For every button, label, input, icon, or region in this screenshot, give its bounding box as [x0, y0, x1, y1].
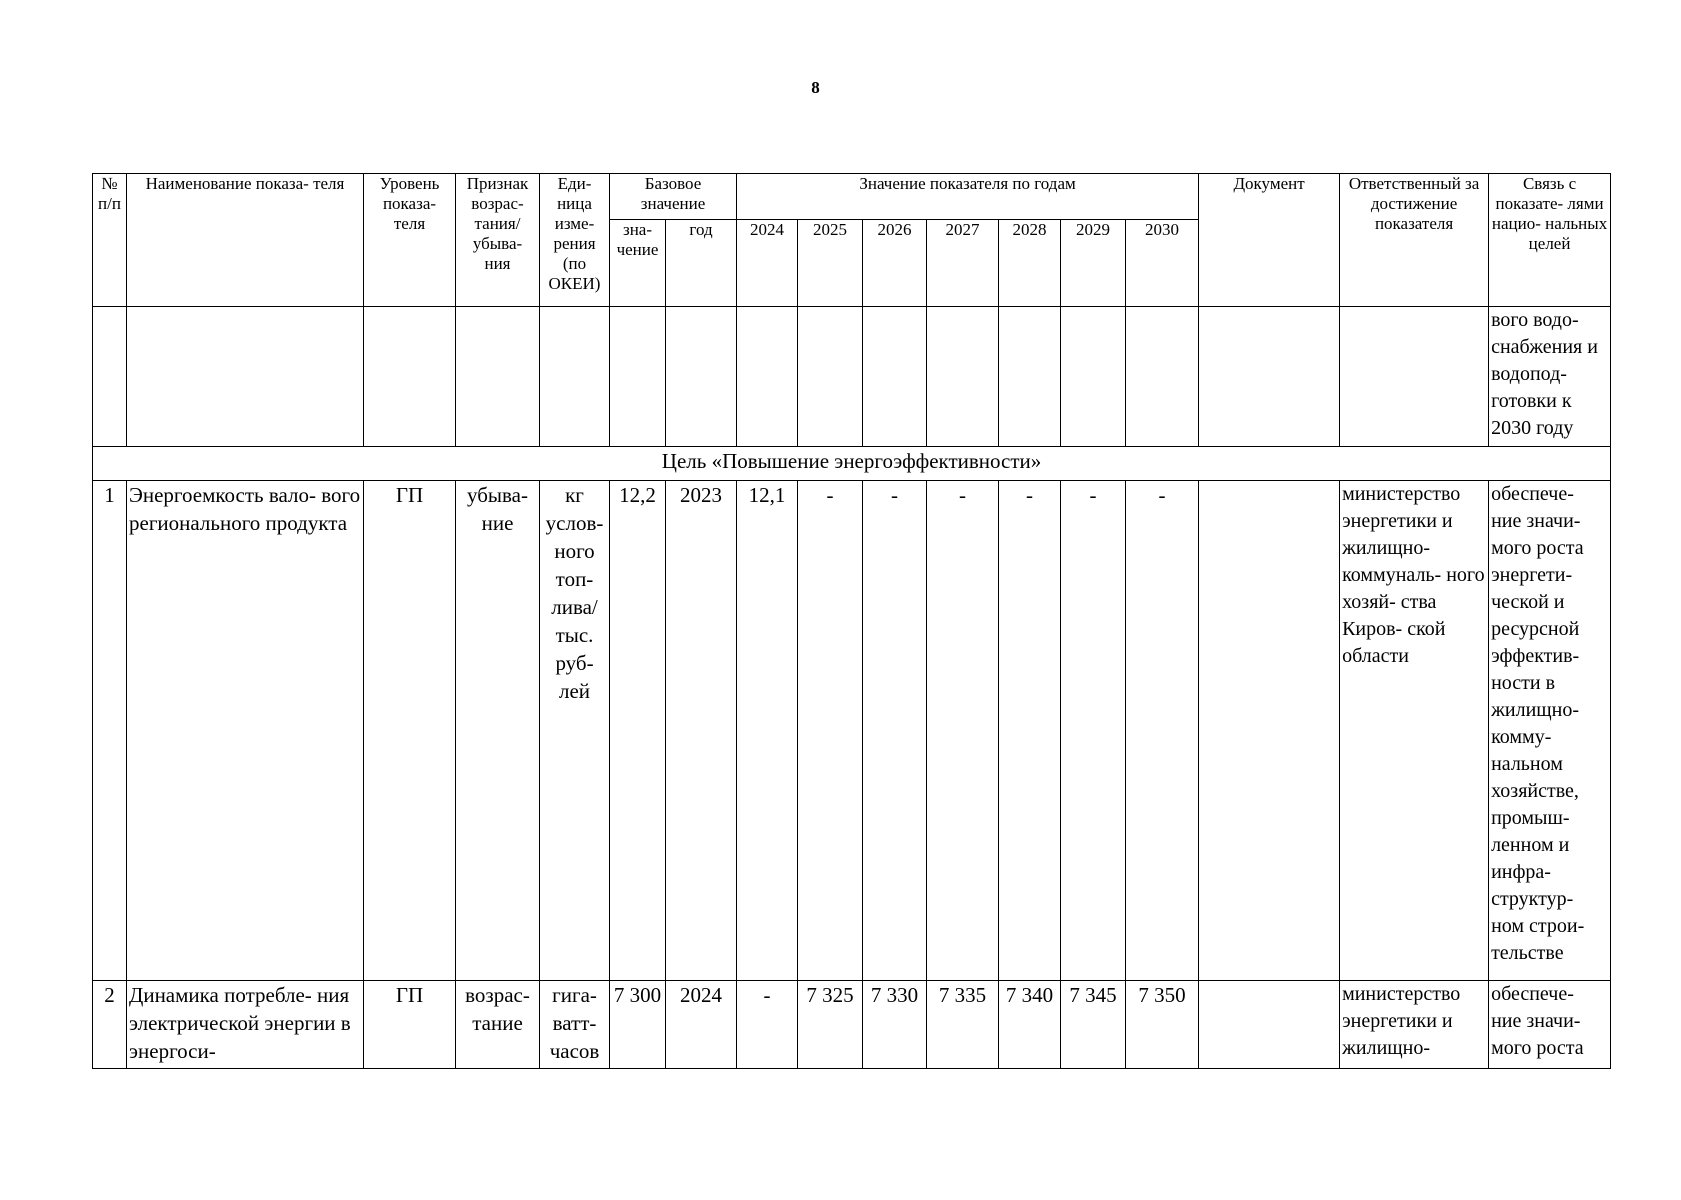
header-year-2024: 2024 [737, 220, 798, 307]
row-level: ГП [364, 981, 456, 1069]
header-years-group: Значение показателя по годам [737, 174, 1199, 220]
row-link: обеспече- ние значи- мого роста [1489, 981, 1611, 1069]
header-year-2029: 2029 [1061, 220, 1126, 307]
header-document: Документ [1199, 174, 1340, 307]
header-sign: Признак возрас- тания/ убыва- ния [456, 174, 540, 307]
row-value-2027: 7 335 [927, 981, 999, 1069]
row-document [1199, 481, 1340, 981]
row-base-value: 7 300 [610, 981, 666, 1069]
header-unit: Еди- ница изме- рения (по ОКЕИ) [540, 174, 610, 307]
row-value-2024: 12,1 [737, 481, 798, 981]
row-value-2025: 7 325 [798, 981, 863, 1069]
row-responsible: министерство энергетики и жилищно- коммуналь- ного хозяй- ства Киров- ской области [1340, 481, 1489, 981]
row-num: 1 [93, 481, 127, 981]
header-level: Уровень показа- теля [364, 174, 456, 307]
row-value-2029: 7 345 [1061, 981, 1126, 1069]
row-value-2027: - [927, 481, 999, 981]
continuation-link: вого водо- снабжения и водопод- готовки к 2030 году [1489, 307, 1611, 447]
row-sign: возрас- тание [456, 981, 540, 1069]
row-value-2029: - [1061, 481, 1126, 981]
header-num: № п/п [93, 174, 127, 307]
header-year-2027: 2027 [927, 220, 999, 307]
row-name: Динамика потребле- ния электрической энергии в энергоси- [127, 981, 364, 1069]
indicators-table [92, 173, 1611, 1069]
row-link: обеспече- ние значи- мого роста энергети- ческой и ресурсной эффектив- ности в жилищно- комму- нальном хозяйстве, промыш- ленном и инфра- структур- ном строи- тельстве [1489, 481, 1611, 981]
row-value-2030: 7 350 [1126, 981, 1199, 1069]
header-year-2026: 2026 [863, 220, 927, 307]
header-year-2028: 2028 [999, 220, 1061, 307]
row-base-value: 12,2 [610, 481, 666, 981]
row-value-2024: - [737, 981, 798, 1069]
header-base-year: год [666, 220, 737, 307]
row-unit: гига- ватт- часов [540, 981, 610, 1069]
row-responsible: министерство энергетики и жилищно- [1340, 981, 1489, 1069]
table-row [93, 481, 1611, 981]
header-base: Базовое значение [610, 174, 737, 220]
header-year-2025: 2025 [798, 220, 863, 307]
header-base-value: зна- чение [610, 220, 666, 307]
row-level: ГП [364, 481, 456, 981]
page-number: 8 [811, 78, 820, 97]
header-year-2030: 2030 [1126, 220, 1199, 307]
row-value-2028: 7 340 [999, 981, 1061, 1069]
row-base-year: 2023 [666, 481, 737, 981]
row-value-2026: - [863, 481, 927, 981]
table-row [93, 981, 1611, 1069]
header-name: Наименование показа- теля [127, 174, 364, 307]
row-unit: кг услов- ного топ- лива/ тыс. руб- лей [540, 481, 610, 981]
continuation-row [93, 307, 1611, 447]
row-document [1199, 981, 1340, 1069]
row-num: 2 [93, 981, 127, 1069]
row-value-2028: - [999, 481, 1061, 981]
header-responsible: Ответственный за достижение показателя [1340, 174, 1489, 307]
row-sign: убыва- ние [456, 481, 540, 981]
row-name: Энергоемкость вало- вого регионального продукта [127, 481, 364, 981]
goal-title: Цель «Повышение энергоэффективности» [93, 447, 1611, 481]
row-base-year: 2024 [666, 981, 737, 1069]
row-value-2026: 7 330 [863, 981, 927, 1069]
header-link: Связь с показате- лями нацио- нальных целей [1489, 174, 1611, 307]
row-value-2030: - [1126, 481, 1199, 981]
row-value-2025: - [798, 481, 863, 981]
